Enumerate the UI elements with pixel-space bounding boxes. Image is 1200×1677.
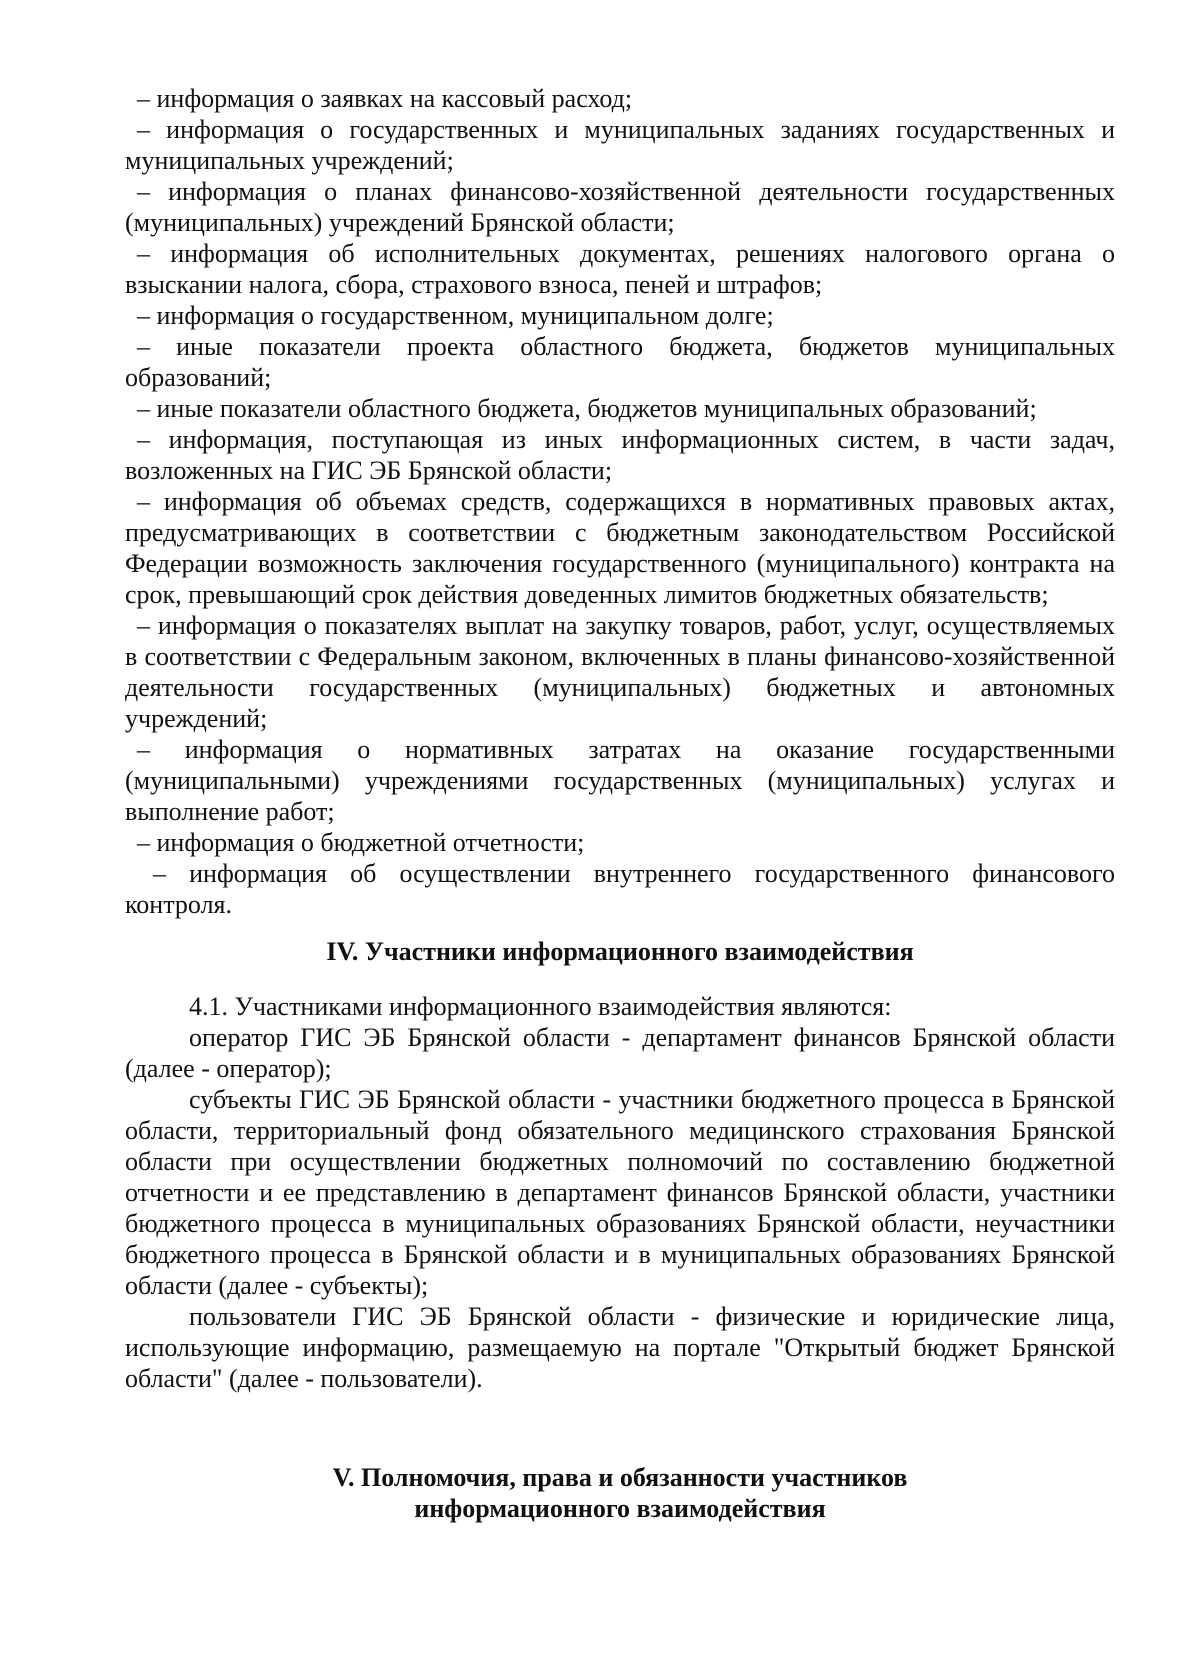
list-item: – информация, поступающая из иных информационных систем, в части задач, возложенных на ГИС ЭБ Брянской области; [125,425,1115,485]
section-4-paragraph: субъекты ГИС ЭБ Брянской области - участники бюджетного процесса в Брянской области, территориальный фонд обязательного медицинского страхования Брянской области при осуществлении бюджетных полномочий по составлению бюджетной отчетности и ее представлению в департамент финансов Брянской области, участники бюджетного процесса в муниципальных образованиях Брянской области, неучастники бюджетного процесса в Брянской области и в муниципальных образованиях Брянской области (далее - субъекты); [125,1085,1115,1300]
section-4-paragraph: 4.1. Участниками информационного взаимодействия являются: [189,992,892,1021]
section-5-heading-line-1: V. Полномочия, права и обязанности участников [332,1463,908,1492]
list-item: – информация о государственном, муниципальном долге; [137,301,774,330]
list-item: – информация об осуществлении внутреннего государственного финансового контроля. [125,859,1115,919]
list-item: – иные показатели проекта областного бюджета, бюджетов муниципальных образований; [125,332,1115,392]
list-item: – информация о заявках на кассовый расход; [137,84,633,113]
section-4-paragraph: оператор ГИС ЭБ Брянской области - департамент финансов Брянской области (далее - оператор); [125,1023,1115,1083]
list-item: – информация о планах финансово-хозяйственной деятельности государственных (муниципальных) учреждений Брянской области; [125,177,1115,237]
section-4-paragraph: пользователи ГИС ЭБ Брянской области - физические и юридические лица, использующие информацию, размещаемую на портале "Открытый бюджет Брянской области" (далее - пользователи). [125,1302,1115,1393]
list-item: – информация об исполнительных документах, решениях налогового органа о взыскании налога, сбора, страхового взноса, пеней и штрафов; [125,239,1115,299]
list-item: – информация о показателях выплат на закупку товаров, работ, услуг, осуществляемых в соответствии с Федеральным законом, включенных в планы финансово-хозяйственной деятельности государственных (муниципальных) бюджетных и автономных учреждений; [125,611,1115,733]
list-item: – информация о нормативных затратах на оказание государственными (муниципальными) учреждениями государственных (муниципальных) услугах и выполнение работ; [125,735,1115,826]
document-body [125,83,1115,1524]
section-5-heading-line-2: информационного взаимодействия [414,1494,826,1523]
list-item: – информация об объемах средств, содержащихся в нормативных правовых актах, предусматривающих в соответствии с бюджетным законодательством Российской Федерации возможность заключения государственного (муниципального) контракта на срок, превышающий срок действия доведенных лимитов бюджетных обязательств; [125,487,1115,609]
list-item: – информация о бюджетной отчетности; [137,828,585,857]
list-item: – информация о государственных и муниципальных заданиях государственных и муниципальных учреждений; [125,115,1115,175]
list-item: – иные показатели областного бюджета, бюджетов муниципальных образований; [137,394,1037,423]
section-5-heading [125,1462,1115,1524]
section-4-heading: IV. Участники информационного взаимодействия [326,937,914,966]
